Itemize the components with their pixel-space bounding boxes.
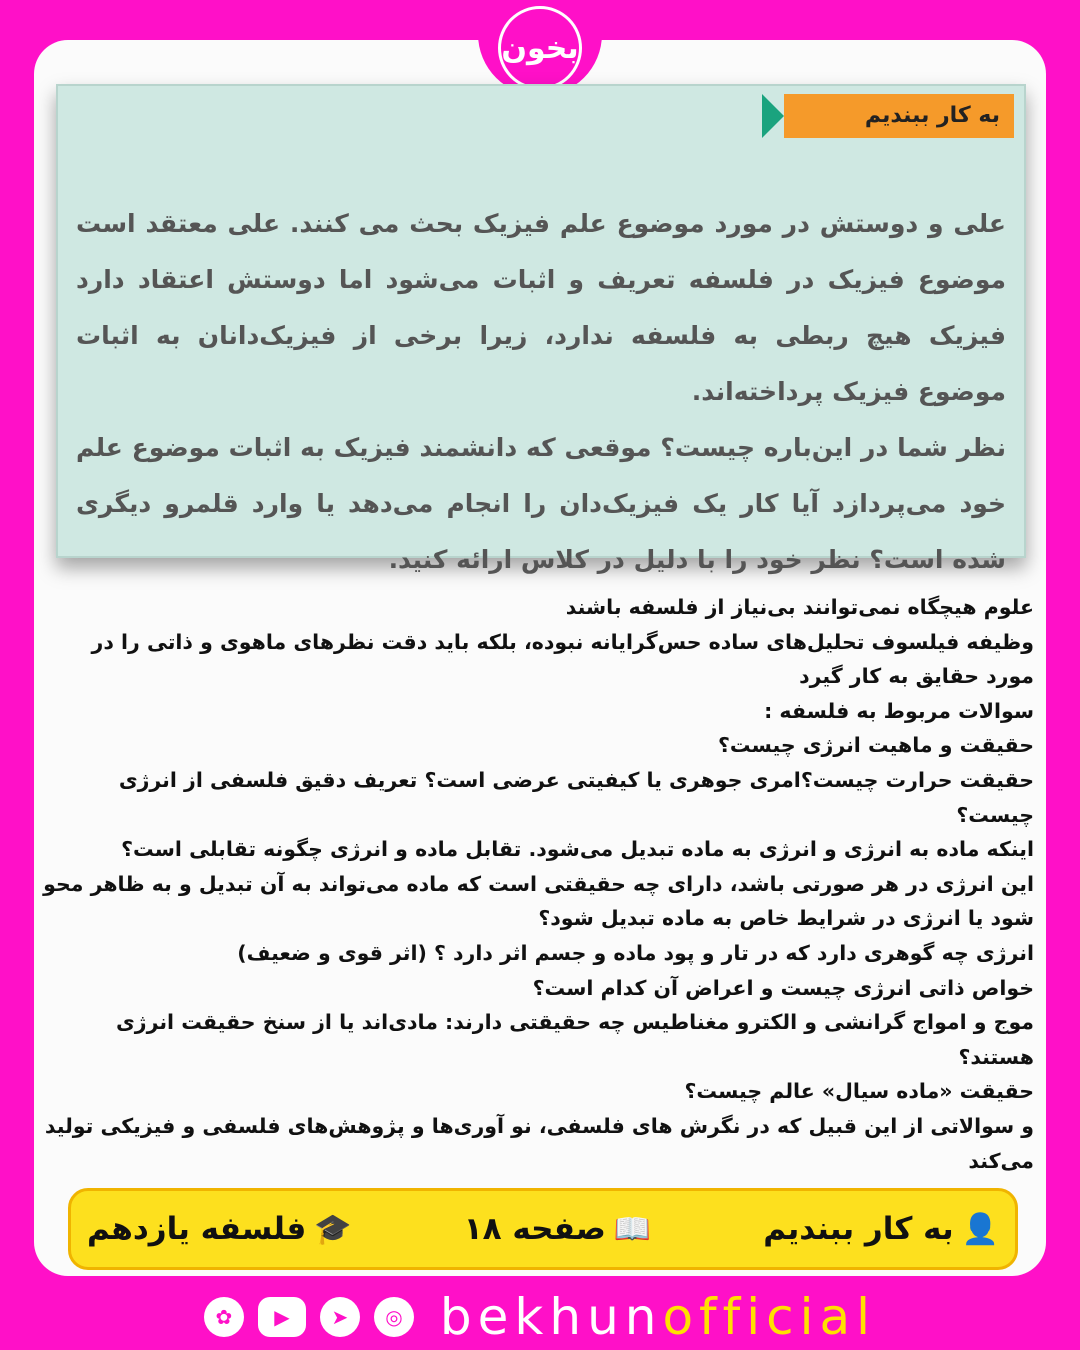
answer-line: سوالات مربوط به فلسفه : <box>764 698 1034 723</box>
film-reel-icon[interactable]: ✿ <box>204 1297 244 1337</box>
open-book-icon: 📖 <box>613 1211 652 1247</box>
excerpt-paragraph: علی و دوستش در مورد موضوع علم فیزیک بحث می کنند. علی معتقد است موضوع فیزیک در فلسفه تعریف و اثبات می‌شود اما دوستش اعتقاد دارد فیزیک هیچ ربطی به فلسفه ندارد، زیرا برخی از فیزیک‌دانان به اثبات موضوع فیزیک پرداخته‌اند. <box>76 209 1006 406</box>
section-tag-label: به کار ببندیم <box>784 94 1014 138</box>
instagram-icon[interactable]: ◎ <box>374 1297 414 1337</box>
answer-line: حقیقت «ماده سیال» عالم چیست؟ <box>684 1079 1034 1104</box>
teacher-icon: 👤 <box>961 1211 999 1247</box>
answer-text <box>38 590 1034 1178</box>
answer-line: وظیفه فیلسوف تحلیل‌های ساده حس‌گرایانه نبوده، بلکه باید دقت نظرهای ماهوی و ذاتی را در مورد حقایق به کار گیرد <box>91 629 1034 689</box>
textbook-excerpt <box>56 84 1026 574</box>
answer-line: و سوالاتی از این قبیل که در نگرش های فلسفی، نو آوری‌ها و پژوهش‌های فلسفی و فیزیکی تولید می‌کند <box>44 1113 1034 1173</box>
social-bar <box>0 1284 1080 1350</box>
answer-line: اینکه ماده به انرژی و انرژی به ماده تبدیل می‌شود. تقابل ماده و انرژی چگونه تقابلی است؟ <box>121 837 1034 862</box>
answer-line: حقیقت حرارت چیست؟امری جوهری یا کیفیتی عرضی است؟ تعریف دقیق فلسفی از انرژی چیست؟ <box>118 767 1034 827</box>
brand-handle-part2: official <box>662 1288 877 1346</box>
subject-info <box>87 1211 352 1247</box>
answer-line: انرژی چه گوهری دارد که در تار و پود ماده و جسم اثر دارد ؟ (اثر قوی و ضعیف) <box>237 940 1034 965</box>
answer-line: موج و امواج گرانشی و الکترو مغناطیس چه حقیقتی دارند: مادی‌اند یا از سنخ حقیقت انرژی هستند؟ <box>116 1010 1034 1069</box>
answer-line: علوم هیچگاه نمی‌توانند بی‌نیاز از فلسفه باشند <box>565 595 1034 619</box>
answer-line: حقیقت و ماهیت انرژی چیست؟ <box>718 733 1034 758</box>
telegram-icon[interactable]: ➤ <box>320 1297 360 1337</box>
brand-handle[interactable] <box>440 1288 876 1346</box>
info-bar <box>68 1188 1018 1270</box>
youtube-icon[interactable]: ▶ <box>258 1297 306 1337</box>
answer-line: خواص ذاتی انرژی چیست و اعراض آن کدام است؟ <box>532 975 1034 1000</box>
logo-text: بخون <box>498 6 582 90</box>
excerpt-text <box>76 196 1006 588</box>
excerpt-paragraph: نظر شما در این‌باره چیست؟ موقعی که دانشمند فیزیک به اثبات موضوع علم خود می‌پردازد آیا کار یک فیزیک‌دان را انجام می‌دهد یا وارد قلمرو دیگری شده است؟ نظر خود را با دلیل در کلاس ارائه کنید. <box>76 433 1006 574</box>
section-info <box>763 1211 999 1247</box>
section-label: به کار ببندیم <box>763 1211 954 1247</box>
section-tag <box>762 94 1014 138</box>
tag-arrow-icon <box>762 94 784 138</box>
brand-handle-part1: bekhun <box>439 1288 663 1346</box>
page-info <box>464 1211 651 1247</box>
page-label: صفحه ۱۸ <box>463 1211 606 1247</box>
subject-label: فلسفه یازدهم <box>87 1211 307 1247</box>
answer-line: این انرژی در هر صورتی باشد، دارای چه حقیقتی است که ماده می‌تواند به آن تبدیل و به ظاهر محو شود یا انرژی در شرایط خاص به ماده تبدیل شود؟ <box>43 871 1034 931</box>
graduation-books-icon: 🎓 <box>314 1211 352 1247</box>
